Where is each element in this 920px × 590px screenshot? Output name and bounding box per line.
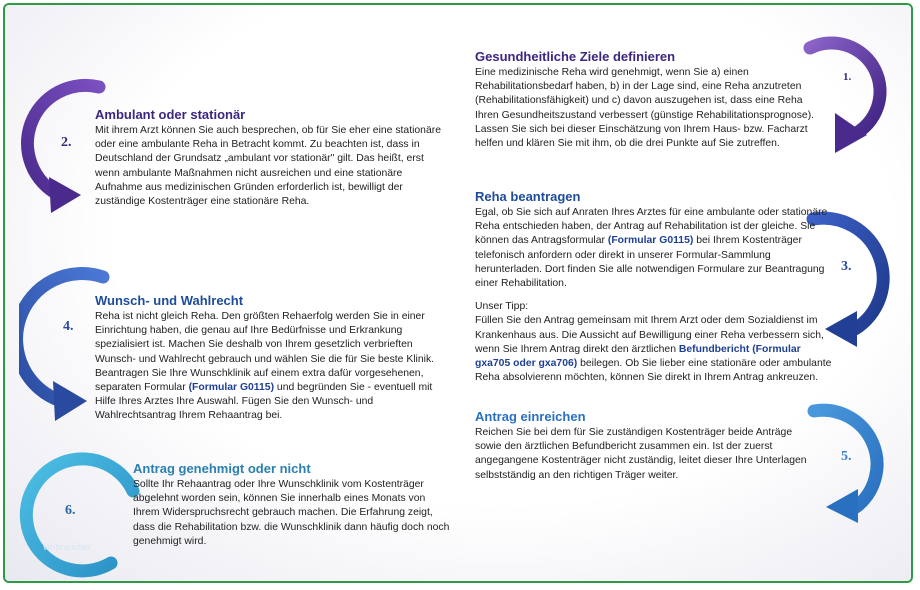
- step-6-number: 6.: [65, 503, 76, 518]
- step-3-block: [475, 189, 835, 385]
- step-1-block: [475, 49, 815, 151]
- step-3-body-b: bei Ihrem Kostenträger telefonisch anfordern oder direkt in unserer Formular-Sammlung herunterladen. Dort finden Sie alle notwendigen Formulare zur Beantragung einer Rehabilitation.: [475, 235, 825, 290]
- step-1-body: Eine medizinische Reha wird genehmigt, wenn Sie a) einen Rehabilitationsbedarf haben, b) in der Lage sind, eine Reha anzutreten (Rehabilitationsfähigkeit) und c) davon auszugehen ist, dass eine Reha Ihren Gesundheitszustand verbessert (günstige Rehabilitationsprognose). Lassen Sie sich bei dieser Einschätzung von Ihrem Haus- bzw. Facharzt helfen und klären Sie mit ihm, ob die drei Punkte auf Sie zutreffen.: [475, 67, 815, 150]
- step-5-block: [475, 409, 815, 483]
- step-2-title: Ambulant oder stationär: [95, 107, 246, 122]
- step-3-tip: [475, 300, 835, 385]
- step-4-title: Wunsch- und Wahlrecht: [95, 293, 244, 308]
- circular-arrow-5-icon: [800, 395, 913, 525]
- step-4-form-link[interactable]: (Formular G0115): [188, 382, 275, 394]
- step-4-body-b: und begründen Sie - eventuell mit Hilfe Ihres Arztes Ihre Auswahl. Fügen Sie den Wunsch- und Wahlrechtsantrag Ihrem Rehaantrag bei.: [95, 382, 433, 422]
- step-5-number: 5.: [841, 449, 852, 464]
- step-3-report-link[interactable]: Befundbericht (Formular gxa705 oder gxa706): [475, 343, 801, 370]
- step-2-block: [95, 107, 445, 209]
- step-3-tip-a: Füllen Sie den Antrag gemeinsam mit Ihrem Arzt oder dem Sozialdienst im Krankenhaus aus. Die Aussicht auf Bewilligung einer Reha verbessern sich, wenn Sie Ihrem Antrag direkt den ärztlichen: [475, 315, 824, 355]
- infographic-frame: [3, 3, 913, 583]
- step-6-body: Sollte Ihr Rehaantrag oder Ihre Wunschklinik vom Kostenträger abgelehnt worden sein, können Sie innerhalb eines Monats von Ihrem Widerspruchsrecht gebrauch machen. Die Erfahrung zeigt, dass die Rehabilitation bzw. die Wunschklinik dann häufig doch noch genehmigt wird.: [133, 479, 450, 547]
- step-3-tip-label: Unser Tipp:: [475, 301, 529, 313]
- step-2-body: Mit ihrem Arzt können Sie auch besprechen, ob für Sie eher eine stationäre oder eine ambulante Reha in Betracht kommt. Zu beachten ist, dass in Deutschland der Grundsatz „ambulant vor stationär" gilt. Das heißt, erst wenn ambulante Maßnahmen nicht ausreichen und eine stationäre Aufnahme aus medizinischen Gründen erforderlich ist, bewilligt der zuständige Kostenträger eine stationäre Reha.: [95, 125, 441, 208]
- step-4-number: 4.: [63, 319, 74, 334]
- step-3-body: [475, 206, 835, 291]
- step-3-title: Reha beantragen: [475, 189, 581, 204]
- step-3-form-link[interactable]: (Formular G0115): [607, 235, 694, 247]
- step-3-body-a: Egal, ob Sie sich auf Anraten Ihres Arztes für eine ambulante oder stationäre Reha entschieden haben, der Antrag auf Rehabilitation ist der gleiche. Sie können das Antragsformular: [475, 207, 828, 247]
- step-5-title: Antrag einreichen: [475, 409, 586, 424]
- step-1-number: 1.: [843, 71, 852, 83]
- step-4-body: [95, 310, 447, 424]
- step-3-number: 3.: [841, 259, 852, 274]
- step-2-number: 2.: [61, 135, 72, 150]
- step-1-title: Gesundheitliche Ziele definieren: [475, 49, 676, 64]
- step-6-title: Antrag genehmigt oder nicht: [133, 461, 311, 476]
- circular-arrow-6-icon: [15, 445, 145, 583]
- step-5-body: Reichen Sie bei dem für Sie zuständigen Kostenträger beide Anträge sowie den ärztlichen Befundbericht zusammen ein. Ist der zuerst angegangene Kostenträger nicht zuständig, leitet dieser Ihre Unterlagen selbstständig an den richtigen Träger weiter.: [475, 427, 807, 481]
- step-4-block: [95, 293, 447, 424]
- step-6-block: [133, 461, 453, 549]
- step-3-tip-b: beilegen. Ob Sie lieber eine stationäre oder ambulante Reha absolvierenn möchten, können Sie direkt in Ihrem Antrag ankreuzen.: [475, 358, 832, 384]
- watermark: verbraucher: [43, 542, 92, 552]
- step-4-body-a: Reha ist nicht gleich Reha. Den größten Rehaerfolg werden Sie in einer Einrichtung haben, die genau auf Ihre Bedürfnisse und Erkrankung spezialisiert ist. Machen Sie deshalb von Ihrem gesetzlich verbrieften Wunsch- und Wahlrecht gebrauch und wählen Sie die für Sie beste Klinik. Beantragen Sie Ihre Wunschklinik auf einem extra dafür vorgesehenen, separaten Formular: [95, 311, 435, 394]
